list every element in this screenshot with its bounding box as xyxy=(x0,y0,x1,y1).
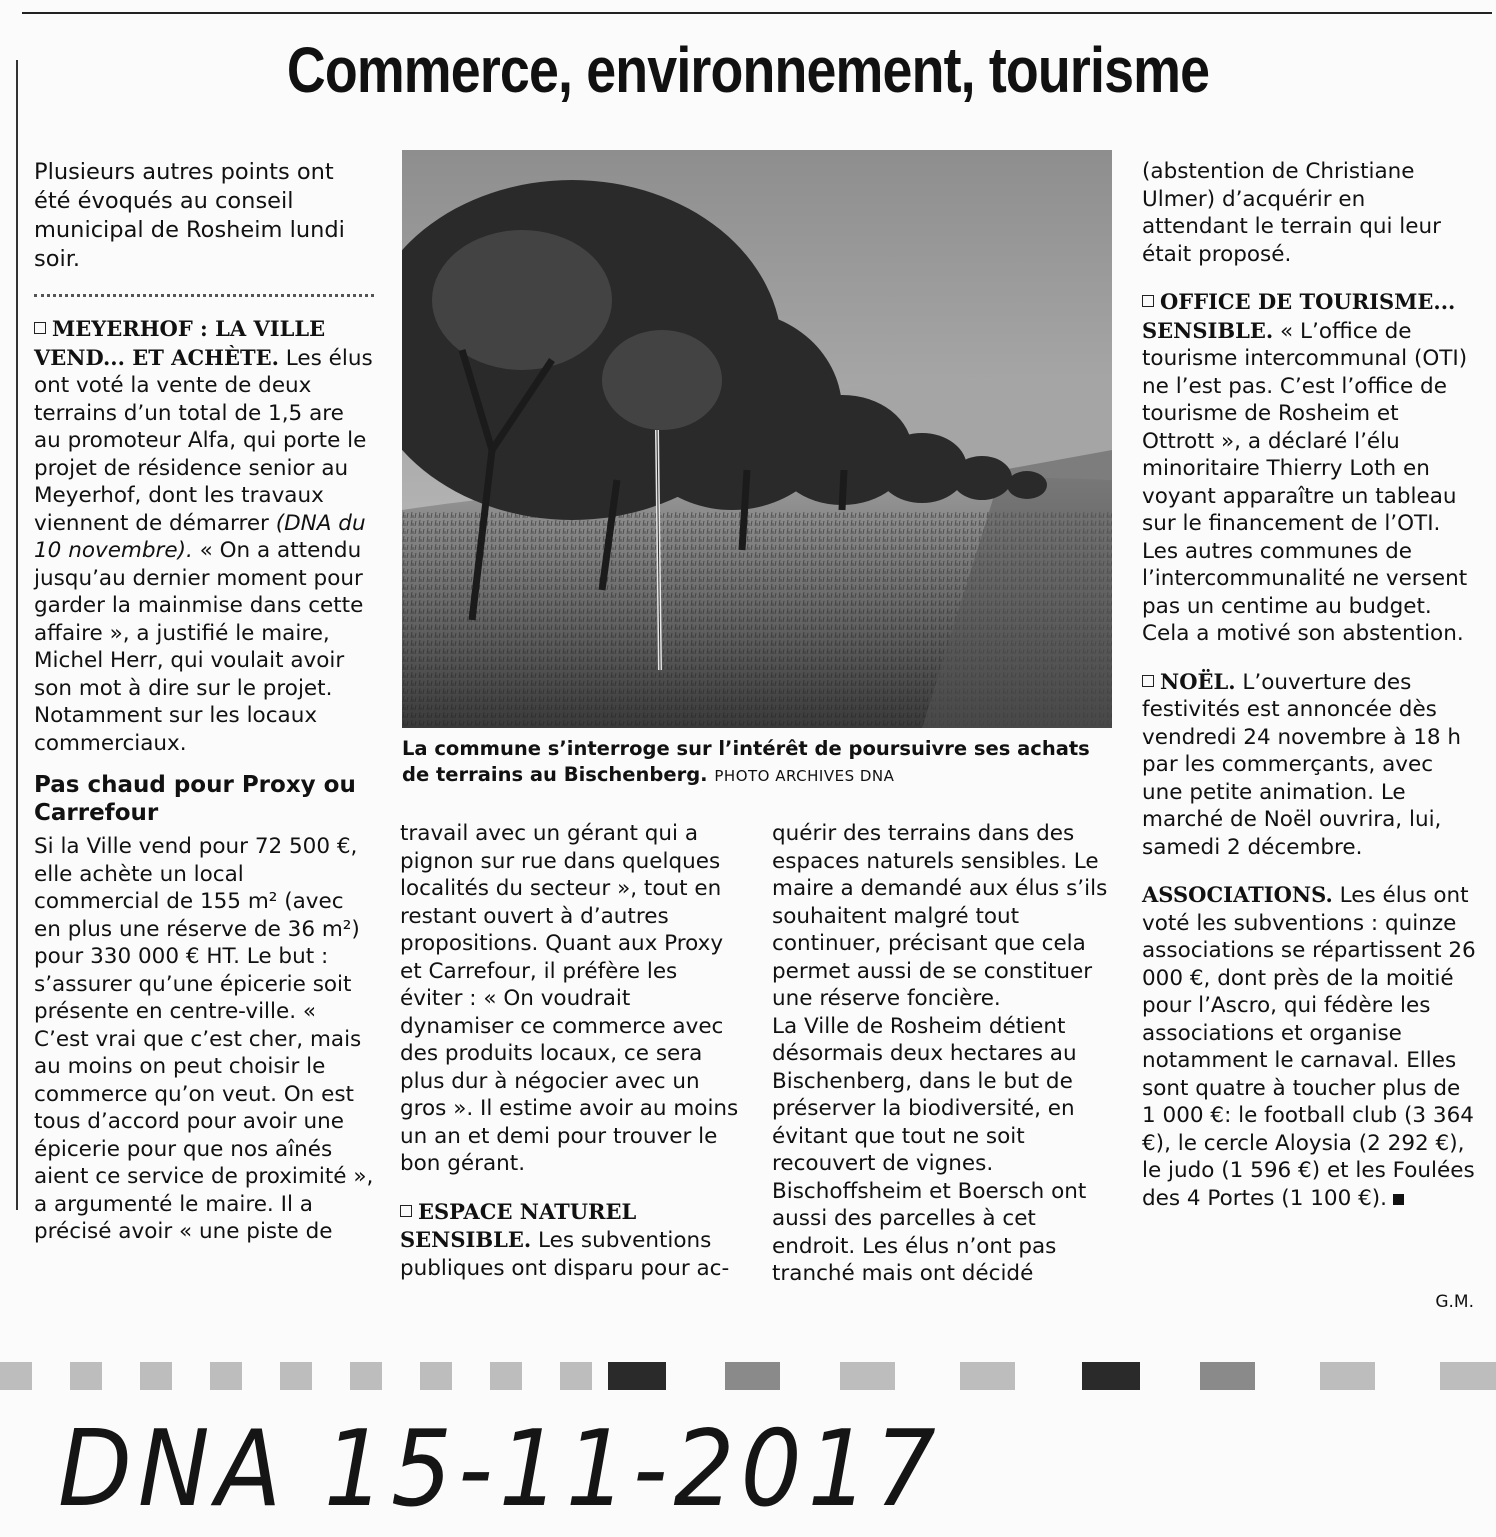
section-abstention: (abstention de Christiane Ulmer) d’acquérir en attendant le terrain qui leur était proposé. xyxy=(1142,159,1441,267)
square-bullet-icon xyxy=(1142,295,1154,307)
square-bullet-icon xyxy=(1142,675,1154,687)
subheading: Pas chaud pour Proxy ou Carrefour xyxy=(34,772,356,826)
kicker-espace-naturel: ESPACE NATUREL SENSIBLE. xyxy=(400,1198,637,1252)
column-4 xyxy=(1142,158,1477,1212)
orchard-photo xyxy=(402,150,1112,728)
kicker-meyerhof: MEYERHOF : LA VILLE VEND... ET ACHÈTE. xyxy=(34,316,326,370)
section-meyerhof: MEYERHOF : LA VILLE VEND... ET ACHÈTE. Les élus ont voté la vente de deux terrains d’un total de 1,5 are au promoteur Alfa, qui porte le projet de résidence senior au Meyerhof, dont les travaux viennent de démarrer (DNA du 10 novembre). « On a attendu jusqu’au dernier moment pour garder la mainmise dans cette affaire », a justifié le maire, Michel Herr, qui voulait avoir son mot à dire sur le projet. Notamment sur les locaux commerciaux. xyxy=(34,316,373,756)
photo-credit: PHOTO ARCHIVES DNA xyxy=(714,767,895,785)
lead-paragraph: Plusieurs autres points ont été évoqués au conseil municipal de Rosheim lundi soir. xyxy=(34,159,345,272)
section-espace-naturel-continued: quérir des terrains dans des espaces naturels sensibles. Le maire a demandé aux élus s’ils souhaitent malgré tout continuer, précisant que cela permet aussi de se constituer une réserve foncière. xyxy=(772,821,1108,1011)
section-noel: NOËL. L’ouverture des festivités est annoncée dès vendredi 24 novembre à 18 h par les commerçants, avec une petite animation. Le marché de Noël ouvrira, lui, samedi 2 décembre. xyxy=(1142,668,1462,860)
caption-text: La commune s’interroge sur l’intérêt de poursuivre ses achats de terrains au Bischenberg. xyxy=(402,737,1090,786)
end-of-article-icon xyxy=(1393,1194,1404,1205)
column-1 xyxy=(34,158,374,1246)
column-2 xyxy=(400,820,740,1282)
photo-caption xyxy=(402,736,1122,789)
kicker-associations: ASSOCIATIONS. xyxy=(1142,882,1333,907)
square-bullet-icon xyxy=(34,322,46,334)
section-bischenberg: La Ville de Rosheim détient désormais deux hectares au Bischenberg, dans le but de préserver la biodiversité, en évitant que tout ne soit recouvert de vignes. Bischoffsheim et Boersch ont aussi des parcelles à cet endroit. Les élus n’ont pas tranché mais ont décidé xyxy=(772,1013,1087,1286)
top-rule xyxy=(22,12,1492,14)
kicker-noel: NOËL. xyxy=(1142,669,1236,694)
section-office-tourisme: OFFICE DE TOURISME... SENSIBLE. « L’office de tourisme intercommunal (OTI) ne l’est pas. C’est l’office de tourisme de Rosheim et Ottrott », a déclaré l’élu minoritaire Thierry Loth en voyant apparaître un tableau sur le financement de l’OTI. Les autres communes de l’intercommunalité ne versent pas un centime au budget. Cela a motivé son abstention. xyxy=(1142,289,1468,646)
section-espace-naturel: ESPACE NATUREL SENSIBLE. Les subventions publiques ont disparu pour ac- xyxy=(400,1198,730,1281)
column-3 xyxy=(772,820,1112,1288)
author-signature: G.M. xyxy=(1435,1292,1474,1312)
section-associations: ASSOCIATIONS. Les élus ont voté les subventions : quinze associations se répartissent 26 000 €, dont près de la moitié pour l’Ascro, qui fédère les associations et organise notamment le carnaval. Elles sont quatre à toucher plus de 1 000 €: le football club (3 364 €), le cercle Aloysia (2 292 €), le judo (1 596 €) et les Foulées des 4 Portes (1 100 €). xyxy=(1142,882,1476,1211)
section-proxy: Si la Ville vend pour 72 500 €, elle achète un local commercial de 155 m² (avec en plus une réserve de 36 m²) pour 330 000 € HT. Le but : s’assurer qu’une épicerie soit présente en centre-ville. « C’est vrai que c’est cher, mais au moins on peut choisir le commerce qu’on veut. On est tous d’accord pour avoir une épicerie pour que nos aînés aient ce service de proximité », a argumenté le maire. Il a précisé avoir « une piste de xyxy=(34,834,374,1244)
decorative-strip xyxy=(0,1362,1496,1390)
left-rule xyxy=(16,60,18,1210)
kicker-office-tourisme: OFFICE DE TOURISME... SENSIBLE. xyxy=(1142,289,1456,343)
dotted-divider xyxy=(34,294,374,297)
headline: Commerce, environnement, tourisme xyxy=(286,34,1210,106)
square-bullet-icon xyxy=(400,1205,412,1217)
handwritten-date: DNA 15-11-2017 xyxy=(58,1406,942,1531)
reference-dna: (DNA du 10 novembre). xyxy=(34,510,366,563)
section-proxy-continued: travail avec un gérant qui a pignon sur rue dans quelques localités du secteur », tout en restant ouvert à d’autres propositions. Quant aux Proxy et Carrefour, il préfère les éviter : « On voudrait dynamiser ce commerce avec des produits locaux, ce sera plus dur à négocier avec un gros ». Il estime avoir au moins un an et demi pour trouver le bon gérant. xyxy=(400,821,739,1176)
